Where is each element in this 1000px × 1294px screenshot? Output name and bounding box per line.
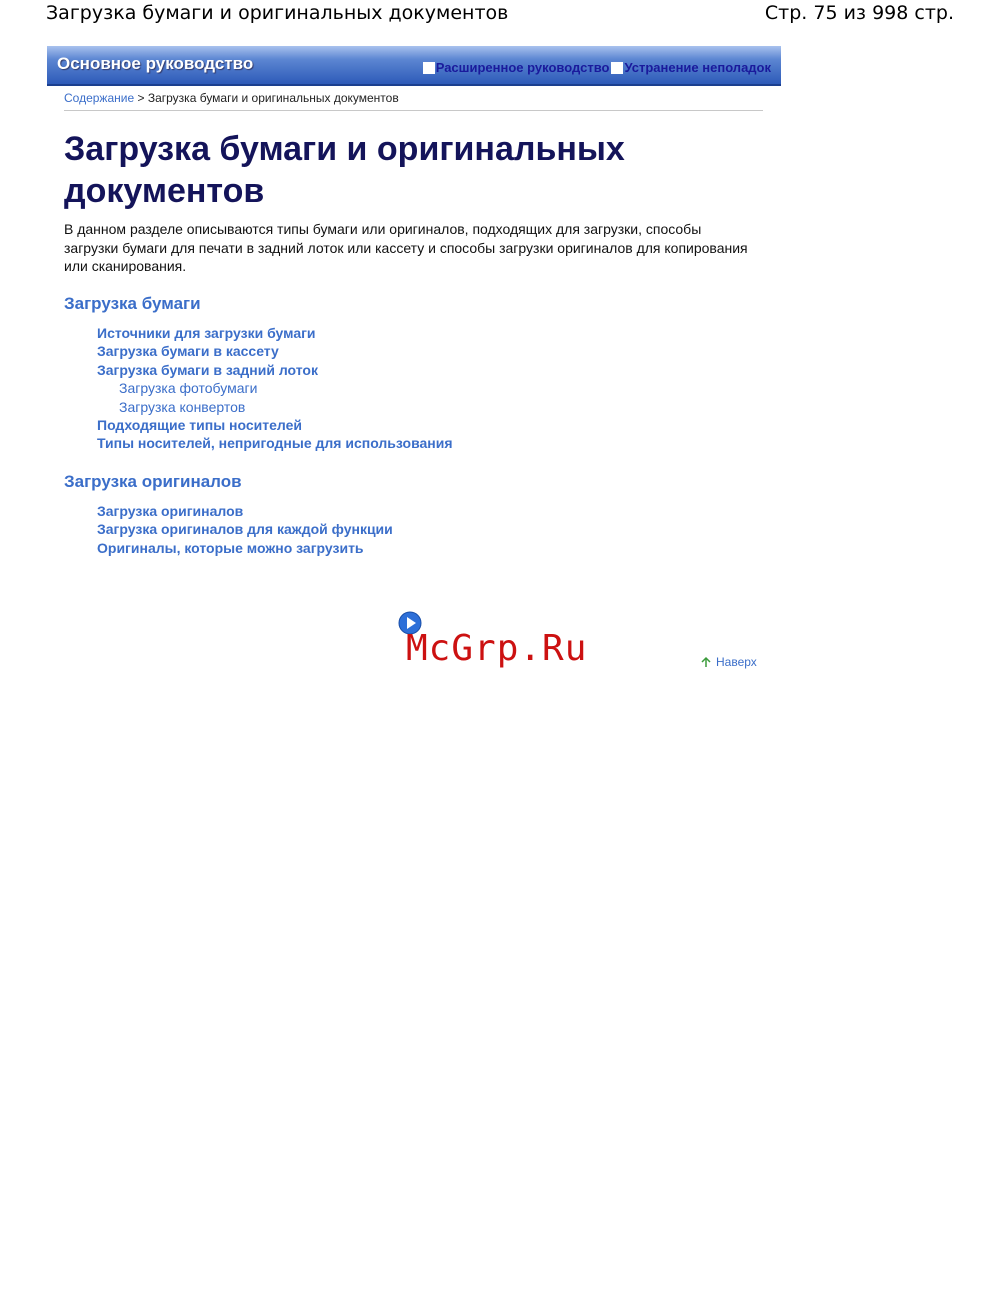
troubleshooting-label: Устранение неполадок	[624, 60, 771, 75]
list-item[interactable]: Загрузка бумаги в задний лоток	[97, 361, 318, 378]
advanced-guide-link[interactable]	[423, 60, 610, 75]
list-item[interactable]: Загрузка конвертов	[119, 398, 246, 415]
breadcrumb-contents-link[interactable]: Содержание	[64, 91, 135, 105]
breadcrumb	[64, 91, 763, 111]
intro-paragraph: В данном разделе описываются типы бумаги или оригиналов, подходящих для загрузки, способы загрузки бумаги для печати в задний лоток или кассету и способы загрузки оригиналов для копирования или сканирования.	[64, 221, 748, 274]
list-item[interactable]: Загрузка бумаги в кассету	[97, 343, 279, 360]
list-item[interactable]: Загрузка оригиналов для каждой функции	[97, 521, 393, 538]
watermark: McGrp.Ru	[406, 628, 588, 669]
troubleshooting-link[interactable]	[611, 60, 771, 75]
list-item[interactable]: Загрузка оригиналов	[97, 503, 244, 519]
back-to-top-link[interactable]	[700, 655, 757, 669]
list-item[interactable]: Типы носителей, непригодные для использования	[97, 435, 453, 452]
banner-title: Основное руководство	[57, 54, 254, 73]
square-icon	[611, 62, 623, 74]
section-heading-originals: Загрузка оригиналов	[64, 472, 242, 491]
originals-link-list	[97, 502, 393, 557]
list-item[interactable]: Загрузка фотобумаги	[119, 380, 258, 397]
list-item[interactable]: Оригиналы, которые можно загрузить	[97, 539, 364, 556]
back-to-top-label: Наверх	[716, 655, 757, 669]
arrow-up-icon	[700, 656, 712, 668]
list-item[interactable]: Источники для загрузки бумаги	[97, 325, 316, 341]
advanced-guide-label: Расширенное руководство	[435, 60, 610, 75]
square-icon	[423, 62, 435, 74]
manual-banner	[47, 46, 781, 86]
page-heading: Загрузка бумаги и оригинальных документов	[64, 130, 625, 210]
breadcrumb-current: Загрузка бумаги и оригинальных документов	[147, 91, 399, 105]
page-header	[46, 2, 954, 28]
paper-link-list	[97, 324, 453, 453]
page-number: Стр. 75 из 998 стр.	[764, 2, 954, 24]
document-title: Загрузка бумаги и оригинальных документов	[46, 2, 509, 24]
breadcrumb-separator: >	[137, 91, 145, 105]
banner-links	[421, 60, 771, 75]
section-heading-paper: Загрузка бумаги	[64, 294, 201, 313]
list-item[interactable]: Подходящие типы носителей	[97, 416, 302, 433]
